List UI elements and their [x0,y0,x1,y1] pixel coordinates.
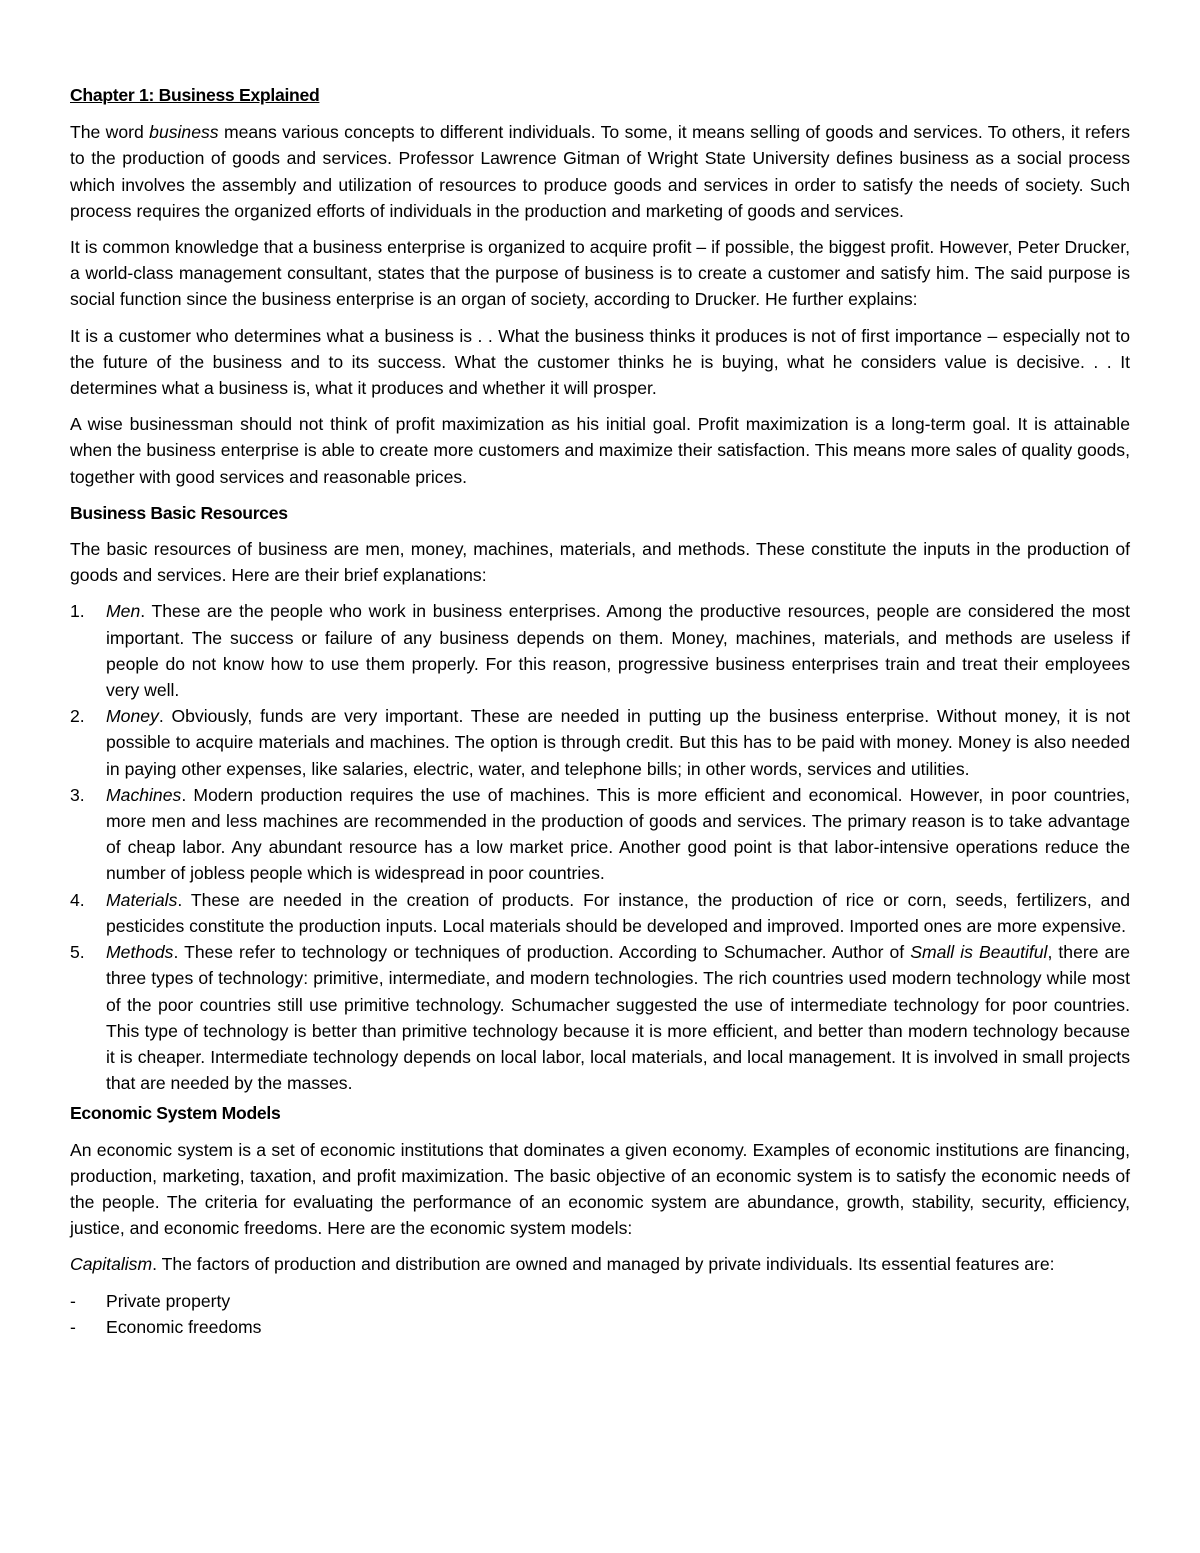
document-page [70,82,1130,1340]
list-item-materials [70,887,1130,939]
capitalism-term: Capitalism [70,1254,153,1275]
resource-text-continued: , there are three types of technology: primitive, intermediate, and modern technologies. The rich countries used modern technology while most of the poor countries still use primitive technology. Schumacher suggested the use of intermediate technology for poor countries. This type of technology is better than primitive technology because it is more efficient, and better than modern technology because it is cheaper. Intermediate technology depends on local labor, local materials, and local management. It is involved in small projects that are needed by the masses. [106,942,1130,1094]
intro-paragraph-2: It is common knowledge that a business enterprise is organized to acquire profit – if possible, the biggest profit. However, Peter Drucker, a world-class management consultant, states that the purpose of business is to create a customer and satisfy him. The said purpose is social function since the business enterprise is an organ of society, according to Drucker. He further explains: [70,237,1130,310]
resource-term: Men [106,601,141,622]
list-item-economic-freedoms [70,1314,1130,1340]
chapter-title: Chapter 1: Business Explained [70,85,320,105]
list-item-machines [70,782,1130,887]
intro-paragraph-1 [70,119,1130,224]
resource-term: Materials [106,889,178,910]
list-number: 3. [70,784,85,805]
resources-intro: The basic resources of business are men, money, machines, materials, and methods. These constitute the inputs in the production of goods and services. Here are their brief explanations: [70,539,1130,586]
list-dash: - [70,1316,76,1337]
drucker-quote: It is a customer who determines what a business is . . What the business thinks it produces is not of first importance – especially not to the future of the business and to its success. What the customer thinks he is buying, what he considers value is decisive. . . It determines what a business is, what it produces and whether it will prosper. [70,325,1130,399]
list-number: 2. [70,706,85,727]
list-item-methods [70,939,1130,1096]
list-item-money [70,703,1130,782]
resource-text: . Modern production requires the use of machines. This is more efficient and economical. However, in poor countries, more men and less machines are recommended in the production of goods and services. The primary reason is to take advantage of cheap labor. Any abundant resource has a low market price. Another good point is that labor-intensive operations reduce the number of jobless people which is widespread in poor countries. [106,784,1130,884]
resources-list [70,598,1130,1096]
capitalism-paragraph [70,1251,1130,1277]
economic-heading: Economic System Models [70,1103,281,1124]
intro-paragraph-3: A wise businessman should not think of profit maximization as his initial goal. Profit maximization is a long-term goal. It is attainable when the business enterprise is able to create more customers and maximize their satisfaction. This means more sales of quality goods, together with good services and reasonable prices. [70,414,1130,487]
resource-term: Machines [106,784,182,805]
feature-text: Economic freedoms [106,1316,262,1337]
features-list [70,1288,1130,1340]
list-number: 1. [70,601,85,622]
resource-term: Money [106,706,159,727]
intro-p1-term: business [149,122,219,143]
resource-text: . These refer to technology or techniques of production. According to Schumacher. Author of [173,942,911,963]
intro-p1-text-b: means various concepts to different individuals. To some, it means selling of goods and services. To others, it refers to the production of goods and services. Professor Lawrence Gitman of Wright State University defines business as a social process which involves the assembly and utilization of resources to produce goods and services in order to satisfy the needs of society. Such process requires the organized efforts of individuals in the production and marketing of goods and services. [70,122,1130,221]
feature-text: Private property [106,1290,231,1311]
list-item-men [70,598,1130,703]
resources-heading: Business Basic Resources [70,502,288,523]
list-dash: - [70,1290,76,1311]
resource-text: . These are needed in the creation of products. For instance, the production of rice or corn, seeds, fertilizers, and pesticides constitute the production inputs. Local materials should be developed and improved. Imported ones are more expensive. [106,889,1130,936]
resource-text: . Obviously, funds are very important. These are needed in putting up the business enterprise. Without money, it is not possible to acquire materials and machines. The option is through credit. But this has to be paid with money. Money is also needed in paying other expenses, like salaries, electric, water, and telephone bills; in other words, services and utilities. [106,706,1130,779]
resource-text: . These are the people who work in business enterprises. Among the productive resources, people are considered the most important. The success or failure of any business depends on them. Money, machines, materials, and methods are useless if people do not know how to use them properly. For this reason, progressive business enterprises train and treat their employees very well. [106,601,1130,701]
list-number: 5. [70,942,85,963]
resource-term: Methods [106,942,174,963]
intro-p1-text-a: The word [70,122,150,143]
economic-paragraph: An economic system is a set of economic institutions that dominates a given economy. Examples of economic institutions are financing, production, marketing, taxation, and profit maximization. The basic objective of an economic system is to satisfy the economic needs of the people. The criteria for evaluating the performance of an economic system are abundance, growth, stability, security, efficiency, justice, and economic freedoms. Here are the economic system models: [70,1139,1130,1239]
capitalism-text: . The factors of production and distribution are owned and managed by private individuals. Its essential features are: [152,1254,1055,1275]
list-item-private-property [70,1288,1130,1314]
list-number: 4. [70,889,85,910]
book-title: Small is Beautiful [910,942,1048,963]
